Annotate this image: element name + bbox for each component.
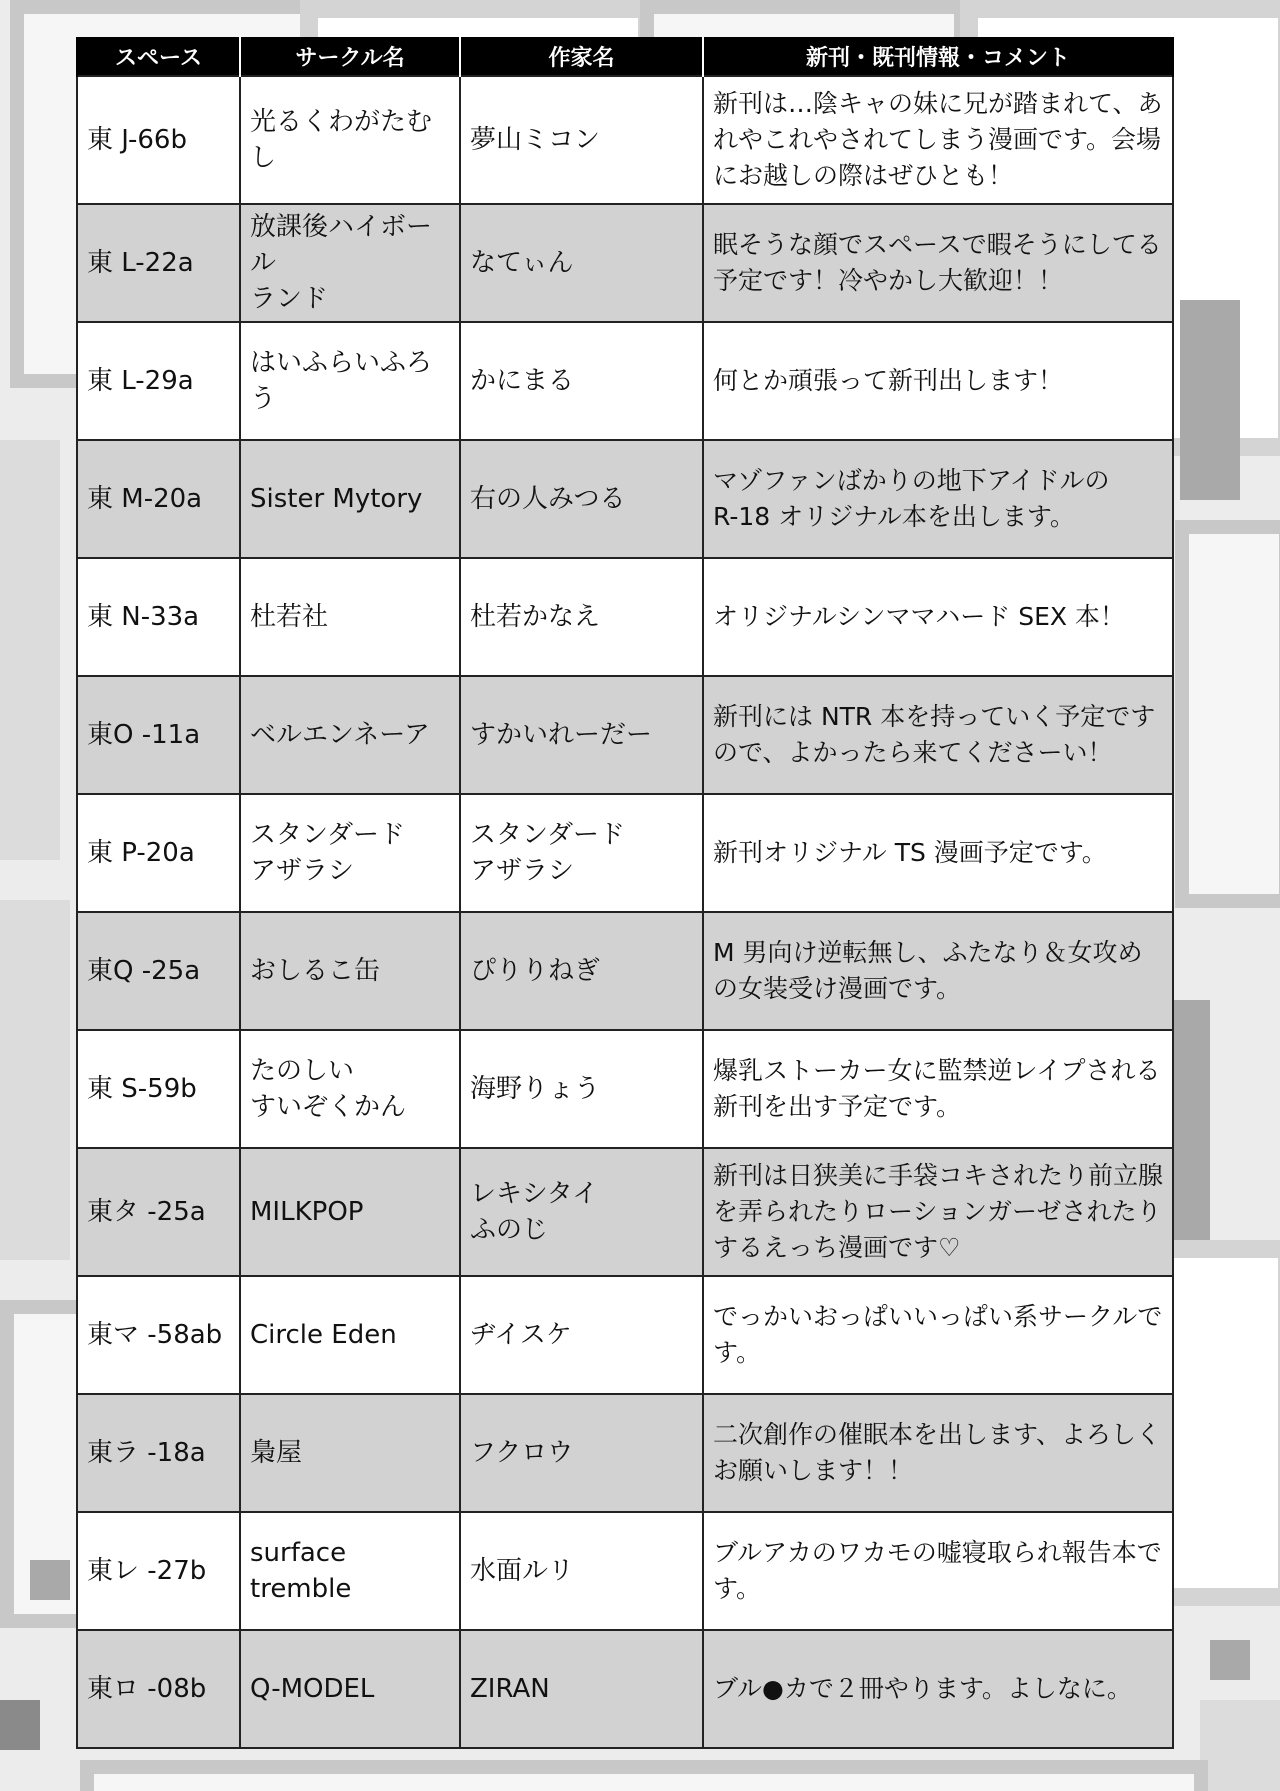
table-row — [77, 1630, 1173, 1748]
comment-cell: ブルアカのワカモの嘘寝取られ報告本です。 — [703, 1512, 1173, 1630]
circle-cell: 梟屋 — [240, 1394, 460, 1512]
space-cell: 東 L-29a — [77, 322, 240, 440]
author-cell: ZIRAN — [460, 1630, 703, 1748]
comment-cell: 爆乳ストーカー女に監禁逆レイプされる新刊を出す予定です。 — [703, 1030, 1173, 1148]
space-cell: 東ロ -08b — [77, 1630, 240, 1748]
comment-cell: マゾファンばかりの地下アイドルの R-18 オリジナル本を出します。 — [703, 440, 1173, 558]
circle-cell: はいふらいふろう — [240, 322, 460, 440]
space-cell: 東 M-20a — [77, 440, 240, 558]
space-cell: 東タ -25a — [77, 1148, 240, 1276]
circle-table — [76, 37, 1174, 1749]
circle-cell: スタンダード アザラシ — [240, 794, 460, 912]
author-cell: すかいれーだー — [460, 676, 703, 794]
comment-cell: 何とか頑張って新刊出します！ — [703, 322, 1173, 440]
table-row — [77, 76, 1173, 204]
space-cell: 東マ -58ab — [77, 1276, 240, 1394]
table-row — [77, 1512, 1173, 1630]
space-cell: 東 P-20a — [77, 794, 240, 912]
table-row — [77, 440, 1173, 558]
author-cell: 杜若かなえ — [460, 558, 703, 676]
header-space: スペース — [77, 37, 240, 76]
author-cell: 水面ルリ — [460, 1512, 703, 1630]
author-cell: スタンダード アザラシ — [460, 794, 703, 912]
space-cell: 東Q -25a — [77, 912, 240, 1030]
author-cell: フクロウ — [460, 1394, 703, 1512]
table-row — [77, 1276, 1173, 1394]
circle-cell: Circle Eden — [240, 1276, 460, 1394]
table-row — [77, 204, 1173, 322]
circle-cell: ベルエンネーア — [240, 676, 460, 794]
circle-cell: Sister Mytory — [240, 440, 460, 558]
comment-cell: 二次創作の催眠本を出します、よろしくお願いします！！ — [703, 1394, 1173, 1512]
comment-cell: 新刊には NTR 本を持っていく予定ですので、よかったら来てくださーい！ — [703, 676, 1173, 794]
table-row — [77, 1030, 1173, 1148]
table-row — [77, 558, 1173, 676]
author-cell: 夢山ミコン — [460, 76, 703, 204]
comment-cell: ブル●カで２冊やります。よしなに。 — [703, 1630, 1173, 1748]
circle-cell: 放課後ハイボール ランド — [240, 204, 460, 322]
comment-cell: M 男向け逆転無し、ふたなり＆女攻めの女装受け漫画です。 — [703, 912, 1173, 1030]
comment-cell: でっかいおっぱいいっぱい系サークルです。 — [703, 1276, 1173, 1394]
table-row — [77, 676, 1173, 794]
header-circle-name: サークル名 — [240, 37, 460, 76]
space-cell: 東 J-66b — [77, 76, 240, 204]
space-cell: 東O -11a — [77, 676, 240, 794]
circle-cell: たのしい すいぞくかん — [240, 1030, 460, 1148]
space-cell: 東レ -27b — [77, 1512, 240, 1630]
circle-cell: Q-MODEL — [240, 1630, 460, 1748]
header-comment: 新刊・既刊情報・コメント — [703, 37, 1173, 76]
table-row — [77, 1394, 1173, 1512]
table-row — [77, 322, 1173, 440]
circle-cell: surface tremble — [240, 1512, 460, 1630]
circle-cell: MILKPOP — [240, 1148, 460, 1276]
author-cell: レキシタイ ふのじ — [460, 1148, 703, 1276]
table-row — [77, 912, 1173, 1030]
table-row — [77, 794, 1173, 912]
author-cell: 右の人みつる — [460, 440, 703, 558]
circle-cell: おしるこ缶 — [240, 912, 460, 1030]
author-cell: かにまる — [460, 322, 703, 440]
table-header — [77, 37, 1173, 76]
author-cell: 海野りょう — [460, 1030, 703, 1148]
table-row — [77, 1148, 1173, 1276]
space-cell: 東 N-33a — [77, 558, 240, 676]
comment-cell: 眠そうな顔でスペースで暇そうにしてる予定です！冷やかし大歓迎！！ — [703, 204, 1173, 322]
space-cell: 東 S-59b — [77, 1030, 240, 1148]
circle-cell: 光るくわがたむし — [240, 76, 460, 204]
author-cell: ヂイスケ — [460, 1276, 703, 1394]
author-cell: ぴりりねぎ — [460, 912, 703, 1030]
comment-cell: 新刊は日狭美に手袋コキされたり前立腺を弄られたりローションガーゼされたりするえっち漫画です♡ — [703, 1148, 1173, 1276]
space-cell: 東ラ -18a — [77, 1394, 240, 1512]
comment-cell: オリジナルシンママハード SEX 本！ — [703, 558, 1173, 676]
comment-cell: 新刊オリジナル TS 漫画予定です。 — [703, 794, 1173, 912]
comment-cell: 新刊は…陰キャの妹に兄が踏まれて、あれやこれやされてしまう漫画です。会場にお越しの際はぜひとも！ — [703, 76, 1173, 204]
author-cell: なてぃん — [460, 204, 703, 322]
space-cell: 東 L-22a — [77, 204, 240, 322]
circle-cell: 杜若社 — [240, 558, 460, 676]
header-author-name: 作家名 — [460, 37, 703, 76]
